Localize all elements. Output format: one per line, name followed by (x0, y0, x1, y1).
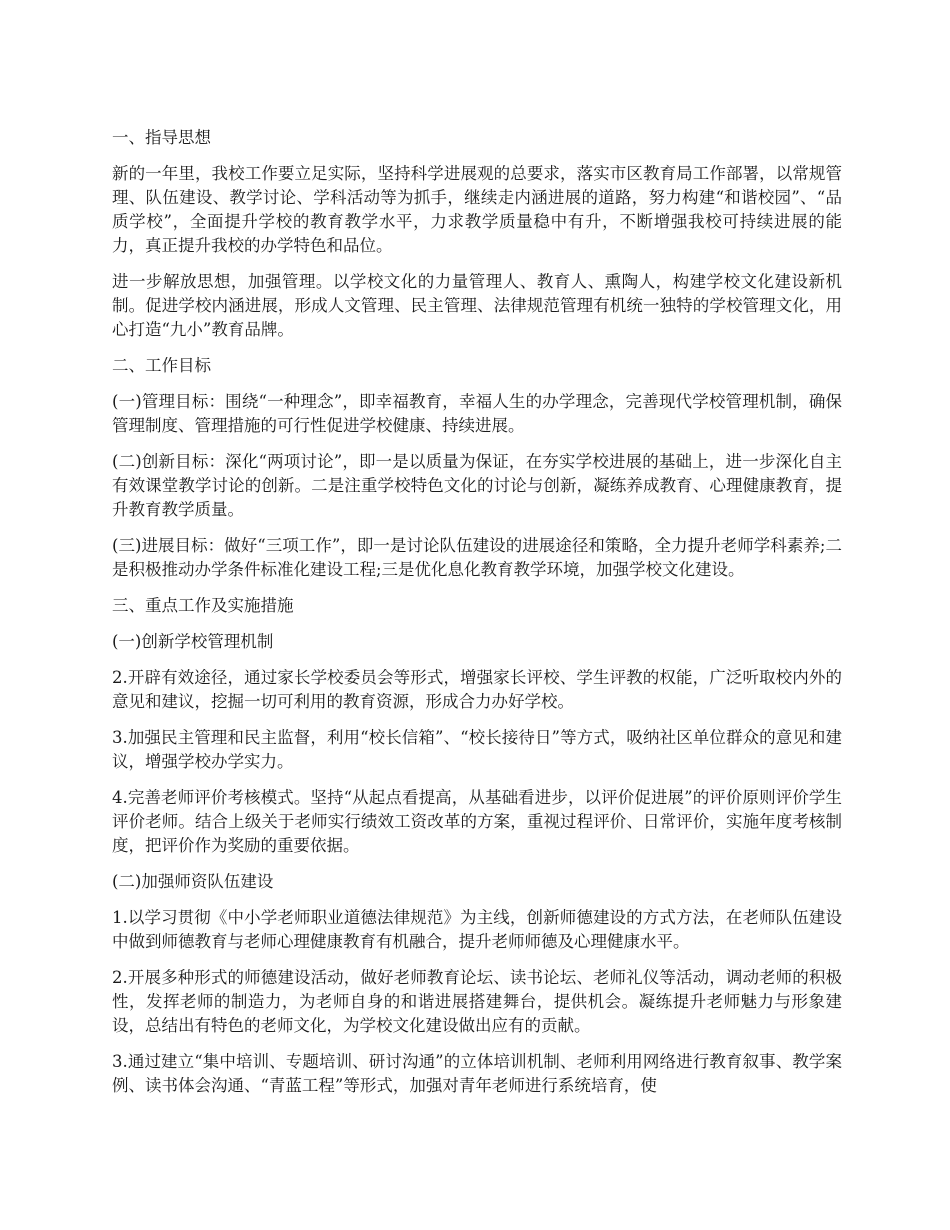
paragraph: (三)进展目标：做好“三项工作”，即一是讨论队伍建设的进展途径和策略，全力提升老师学科素养;二是积极推动办学条件标准化建设工程;三是优化息化教育教学环境，加强学校文化建设。 (112, 536, 842, 579)
paragraph: (一)管理目标：围绕“一种理念”，即幸福教育，幸福人生的办学理念，完善现代学校管理机制，确保管理制度、管理措施的可行性促进学校健康、持续进展。 (112, 392, 842, 435)
subsection-heading: (二)加强师资队伍建设 (112, 872, 274, 891)
paragraph: 2.开辟有效途径，通过家长学校委员会等形式，增强家长评校、学生评教的权能，广泛听取校内外的意见和建议，挖掘一切可利用的教育资源，形成合力办好学校。 (112, 668, 842, 711)
paragraph: 2.开展多种形式的师德建设活动，做好老师教育论坛、读书论坛、老师礼仪等活动，调动老师的积极性，发挥老师的制造力，为老师自身的和谐进展搭建舞台，提供机会。凝练提升老师魅力与形象建设，总结出有特色的老师文化，为学校文化建设做出应有的贡献。 (112, 968, 842, 1035)
section-heading-guiding-ideology: 一、指导思想 (112, 128, 211, 147)
section-heading-work-goals: 二、工作目标 (112, 356, 211, 375)
paragraph: 3.加强民主管理和民主监督，利用“校长信箱”、“校长接待日”等方式，吸纳社区单位群众的意见和建议，增强学校办学实力。 (112, 728, 842, 771)
document-body (112, 126, 842, 1110)
paragraph: 新的一年里，我校工作要立足实际，坚持科学进展观的总要求，落实市区教育局工作部署，以常规管理、队伍建设、教学讨论、学科活动等为抓手，继续走内涵进展的道路，努力构建“和谐校园”、“品质学校”，全面提升学校的教育教学水平，力求教学质量稳中有升，不断增强我校可持续进展的能力，真正提升我校的办学特色和品位。 (112, 164, 842, 255)
paragraph: 3.通过建立“集中培训、专题培训、研讨沟通”的立体培训机制、老师利用网络进行教育叙事、教学案例、读书体会沟通、“青蓝工程”等形式，加强对青年老师进行系统培育，使 (112, 1052, 842, 1095)
paragraph: 进一步解放思想，加强管理。以学校文化的力量管理人、教育人、熏陶人，构建学校文化建设新机制。促进学校内涵进展，形成人文管理、民主管理、法律规范管理有机统一独特的学校管理文化，用心打造“九小”教育品牌。 (112, 272, 842, 339)
paragraph: (二)创新目标：深化“两项讨论”，即一是以质量为保证，在夯实学校进展的基础上，进一步深化自主有效课堂教学讨论的创新。二是注重学校特色文化的讨论与创新，凝练养成教育、心理健康教育，提升教育教学质量。 (112, 452, 842, 519)
paragraph: 1.以学习贯彻《中小学老师职业道德法律规范》为主线，创新师德建设的方式方法，在老师队伍建设中做到师德教育与老师心理健康教育有机融合，提升老师师德及心理健康水平。 (112, 908, 842, 951)
subsection-heading: (一)创新学校管理机制 (112, 632, 274, 651)
section-heading-key-work: 三、重点工作及实施措施 (112, 596, 294, 615)
paragraph: 4.完善老师评价考核模式。坚持“从起点看提高，从基础看进步，以评价促进展”的评价原则评价学生评价老师。结合上级关于老师实行绩效工资改革的方案，重视过程评价、日常评价，实施年度考核制度，把评价作为奖励的重要依据。 (112, 788, 842, 855)
